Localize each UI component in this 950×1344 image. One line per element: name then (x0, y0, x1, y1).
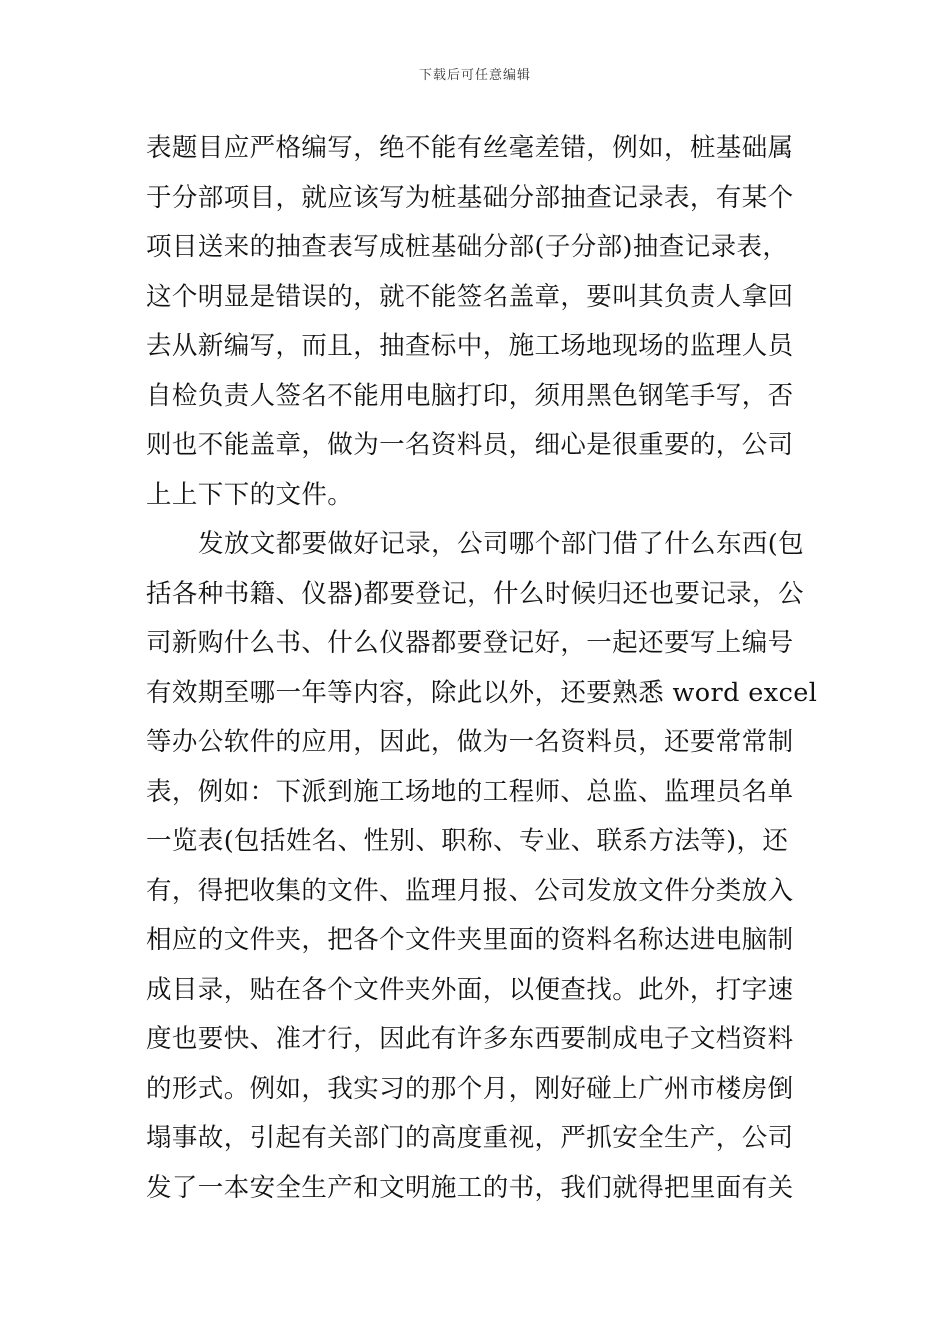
paragraph-1 (146, 124, 806, 520)
page-header: 下载后可任意编辑 (418, 68, 531, 83)
text-line: 度也要快、准才行，因此有许多东西要制成电子文档资料 (146, 1024, 794, 1054)
text-line: 塌事故，引起有关部门的高度重视，严抓安全生产，公司 (146, 1123, 794, 1153)
text-line: 成目录，贴在各个文件夹外面，以便查找。此外，打字速 (146, 974, 794, 1005)
text-line: 一览表(包括姓名、性别、职称、专业、联系方法等)，还 (146, 826, 789, 856)
text-line: 自检负责人签名不能用电脑打印，须用黑色钢笔手写，否 (146, 380, 794, 411)
text-line: 括各种书籍、仪器)都要登记，什么时候归还也要记录，公 (146, 578, 804, 609)
text-line: 有效期至哪一年等内容，除此以外，还要熟悉 word excel (146, 677, 818, 708)
text-line: 这个明显是错误的，就不能签名盖章，要叫其负责人拿回 (146, 281, 794, 312)
paragraph-2 (146, 520, 818, 1213)
text-line: 的形式。例如，我实习的那个月，刚好碰上广州市楼房倒 (146, 1073, 794, 1104)
text-line: 司新购什么书、什么仪器都要登记好，一起还要写上编号 (146, 628, 794, 658)
text-line: 发了一本安全生产和文明施工的书，我们就得把里面有关 (146, 1172, 794, 1203)
text-line: 表题目应严格编写，绝不能有丝毫差错，例如，桩基础属 (146, 133, 794, 163)
text-line: 有，得把收集的文件、监理月报、公司发放文件分类放入 (146, 875, 794, 906)
text-line: 则也不能盖章，做为一名资料员，细心是很重要的，公司 (146, 430, 794, 460)
text-line: 等办公软件的应用，因此，做为一名资料员，还要常常制 (146, 727, 794, 757)
text-line: 上上下下的文件。 (146, 479, 354, 510)
document-body (146, 124, 818, 1213)
text-line-indented: 发放文都要做好记录，公司哪个部门借了什么东西(包 (198, 529, 805, 559)
text-line: 项目送来的抽查表写成桩基础分部(子分部)抽查记录表， (146, 232, 789, 262)
text-line: 表，例如：下派到施工场地的工程师、总监、监理员名单 (146, 776, 794, 807)
text-line: 于分部项目，就应该写为桩基础分部抽查记录表，有某个 (146, 182, 794, 213)
text-line: 去从新编写，而且，抽查标中，施工场地现场的监理人员 (146, 331, 794, 361)
text-line: 相应的文件夹，把各个文件夹里面的资料名称达进电脑制 (146, 925, 794, 955)
